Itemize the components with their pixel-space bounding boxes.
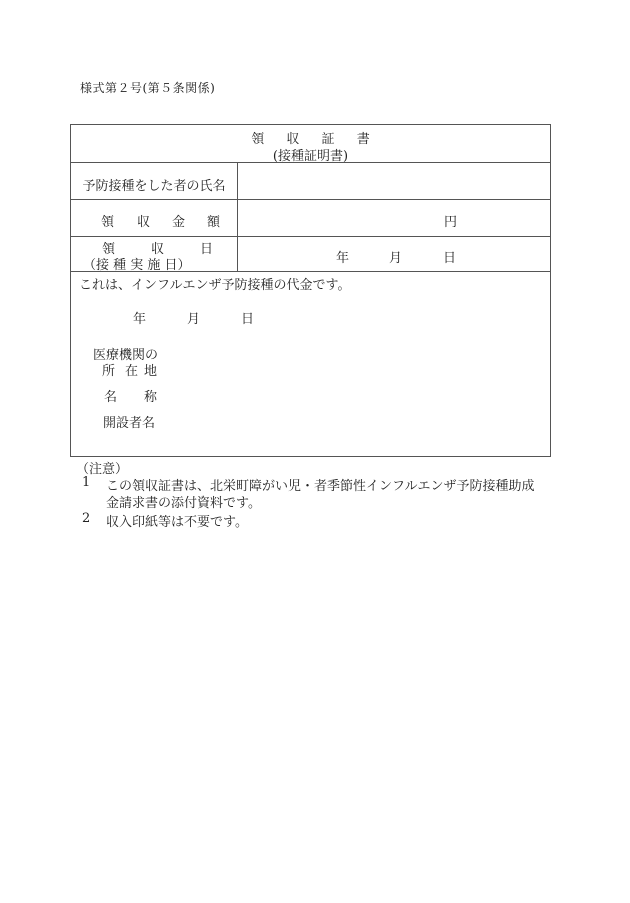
note-text: この領収証書は、北栄町障がい児・者季節性インフルエンザ予防接種助成 (106, 479, 535, 494)
name-label: 予防接種をした者の氏名 (82, 179, 226, 194)
clinic-founder-label: 開設者名 (103, 416, 156, 431)
note-number: 2 (82, 511, 91, 526)
form-number: 様式第２号(第５条関係) (80, 81, 216, 95)
day-label: 日 (443, 251, 457, 266)
statement-text: これは、インフルエンザ予防接種の代金です。 (79, 278, 351, 293)
clinic-name-char: 称 (144, 390, 158, 405)
note-text: 収入印紙等は不要です。 (106, 515, 248, 530)
issue-month-label: 月 (187, 312, 201, 327)
amount-label-char: 金 (172, 215, 186, 230)
receipt-form (70, 124, 551, 457)
name-row (71, 162, 550, 201)
notes-heading: （注意） (76, 462, 129, 477)
statement-area (71, 271, 550, 456)
issue-day-label: 日 (241, 312, 255, 327)
note-text-continued: 金請求書の添付資料です。 (106, 496, 261, 511)
clinic-label: 医療機関の (93, 348, 159, 363)
yen-unit: 円 (444, 215, 458, 230)
title-row (71, 125, 550, 163)
clinic-address-char: 在 (125, 364, 139, 379)
month-label: 月 (389, 251, 403, 266)
column-divider (237, 162, 238, 272)
clinic-address-char: 地 (144, 364, 158, 379)
amount-label-char: 収 (137, 215, 151, 230)
date-row (71, 236, 550, 273)
date-label-sub: （接 種 実 施 日） (83, 258, 191, 273)
receipt-subtitle: (接種証明書) (272, 149, 349, 164)
receipt-title: 領 収 証 書 (251, 132, 379, 147)
year-label: 年 (336, 251, 350, 266)
amount-row (71, 199, 550, 238)
issue-year-label: 年 (133, 312, 147, 327)
amount-label-char: 領 (101, 215, 115, 230)
amount-label-char: 額 (207, 215, 221, 230)
clinic-address-char: 所 (102, 364, 116, 379)
note-number: 1 (82, 475, 91, 490)
date-label-char: 日 (200, 242, 214, 257)
date-label-char: 領 (102, 242, 116, 257)
clinic-name-char: 名 (104, 390, 118, 405)
date-label-char: 収 (151, 242, 165, 257)
